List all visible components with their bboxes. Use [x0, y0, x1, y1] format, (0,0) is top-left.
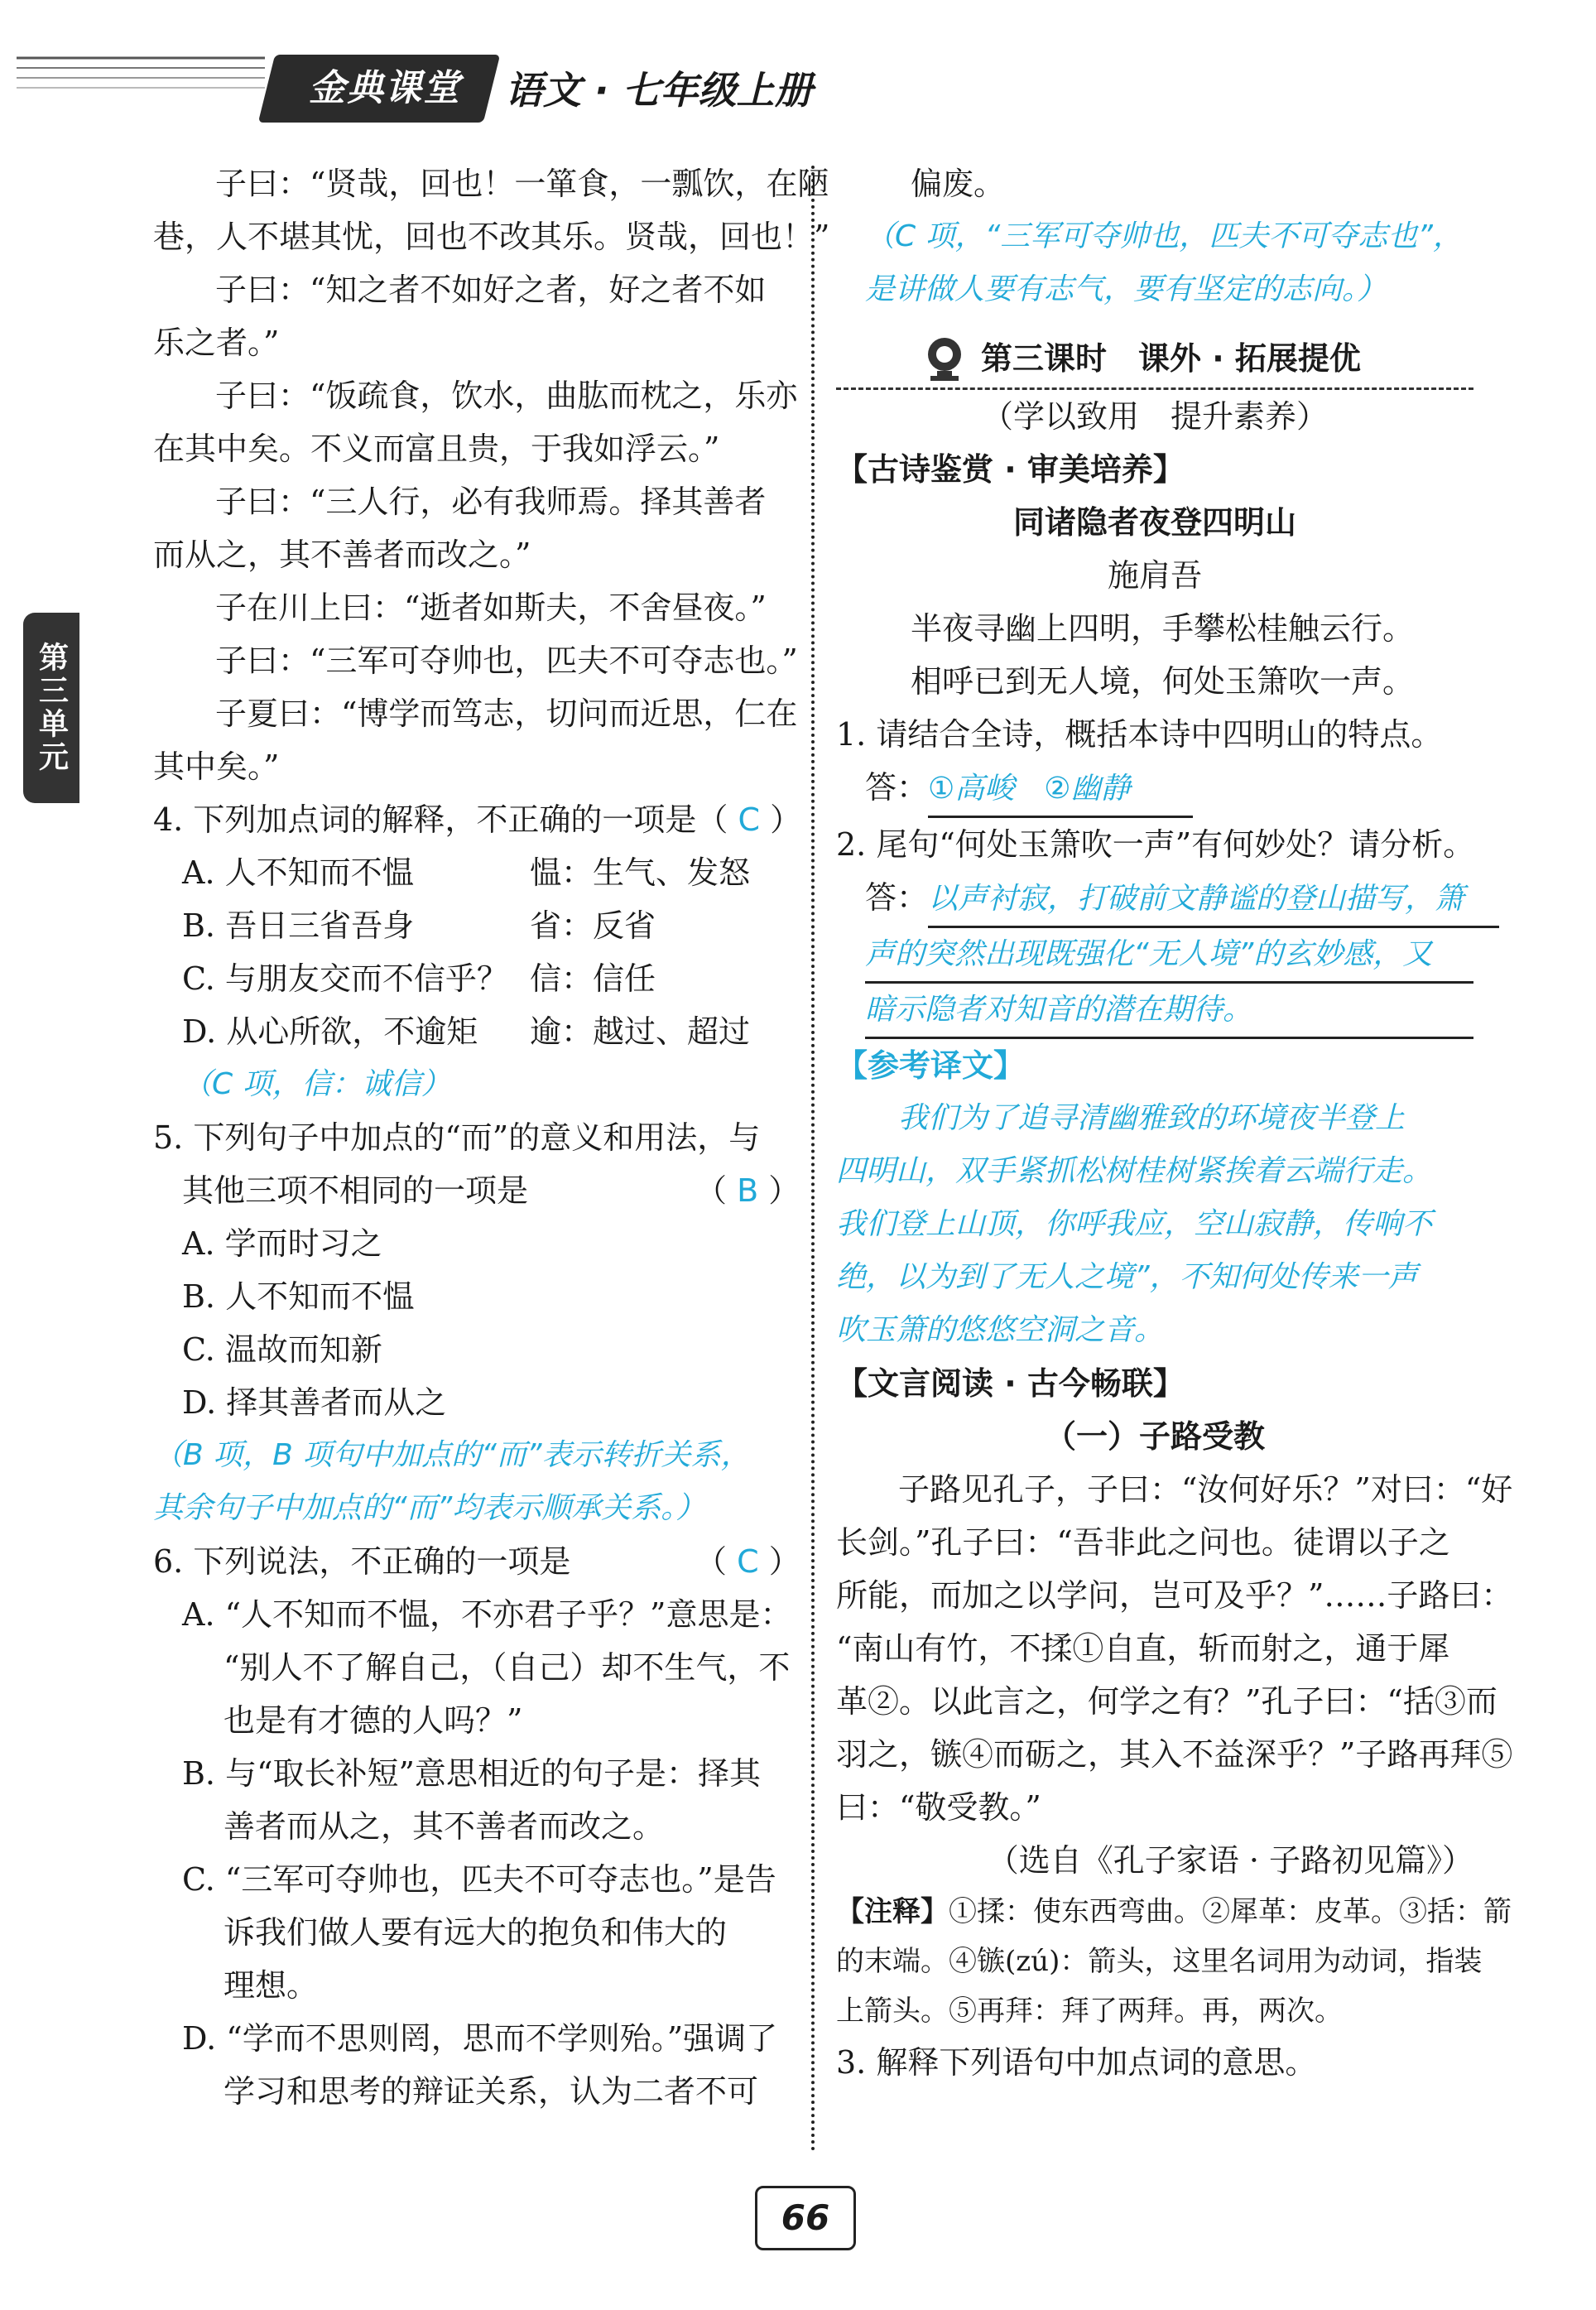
- option-gloss: 信：信任: [530, 960, 656, 997]
- reference-line: 我们登上山顶，你呼我应，空山寂静，传响不: [836, 1207, 1433, 1241]
- poem-question-2: 2. 尾句“何处玉箫吹一声”有何妙处？请分析。: [836, 826, 1475, 863]
- question-4-close: ）: [770, 801, 802, 838]
- answer-text: 以声衬寂，打破前文静谧的登山描写，箫: [928, 873, 1499, 928]
- continued-line: 偏废。: [911, 166, 1006, 202]
- option-row: B. 人不知而不愠: [182, 1278, 415, 1315]
- poem-title: 同诸隐者夜登四明山: [1012, 504, 1296, 541]
- question-4-stem: 4. 下列加点词的解释，不正确的一项是（: [153, 801, 728, 838]
- question-4-answer: C: [738, 801, 760, 838]
- quote-line: 子曰：“贤哉，回也！一箪食，一瓢饮，在陋: [215, 166, 829, 202]
- answer-text: 暗示隐者对知音的潜在期待。: [865, 984, 1473, 1039]
- classical-section-header: 【文言阅读 · 古今畅联】: [836, 1365, 1185, 1402]
- option-text: D. 从心所欲，不逾矩: [182, 1013, 478, 1050]
- option-row: [153, 899, 799, 952]
- option-line: A. “人不知而不愠，不亦君子乎？”意思是：: [182, 1596, 792, 1633]
- classical-line: 羽之，镞④而砺之，其入不益深乎？”子路再拜⑤: [836, 1736, 1513, 1773]
- annotation-line: 上箭头。⑤再拜：拜了两拜。再，两次。: [836, 1995, 1343, 2028]
- quote-line: 巷，人不堪其忧，回也不改其乐。贤哉，回也！”: [153, 219, 830, 255]
- brand-name: 金典课堂: [309, 67, 461, 109]
- paren: ）: [768, 1543, 800, 1580]
- quote-line: 子曰：“饭疏食，饮水，曲肱而枕之，乐亦: [215, 378, 798, 414]
- question-4: [153, 793, 802, 846]
- option-line: 善者而从之，其不善者而改之。: [224, 1808, 665, 1845]
- quote-line: 在其中矣。不义而富且贵，于我如浮云。”: [153, 431, 720, 467]
- classical-line: 子路见孔子，子曰：“汝何好乐？”对曰：“好: [898, 1471, 1513, 1508]
- annotation-line: [836, 1887, 1512, 1937]
- option-row: [153, 952, 799, 1005]
- poem-line: 半夜寻幽上四明，手攀松桂触云行。: [911, 610, 1415, 647]
- classical-line: 长剑。”孔子曰：“吾非此之问也。徒谓以子之: [836, 1524, 1450, 1561]
- option-line: 也是有才德的人吗？”: [224, 1702, 523, 1739]
- unit-side-tab: 第三单元: [23, 613, 79, 803]
- question-5-note: （B 项，B 项句中加点的“而”表示转折关系，: [153, 1438, 751, 1472]
- source-citation: （选自《孔子家语 · 子路初见篇》）: [987, 1842, 1473, 1879]
- option-text: A. 人不知而不愠: [182, 854, 414, 891]
- page-header: [0, 0, 1596, 124]
- option-line: D. “学而不思则罔，思而不学则殆。”强调了: [182, 2020, 778, 2057]
- option-line: “别人不了解自己，（自己）却不生气，不: [224, 1649, 791, 1686]
- reference-line: 四明山，双手紧抓松树桂树紧挨着云端行走。: [836, 1154, 1433, 1188]
- reference-line: 吹玉箫的悠悠空洞之音。: [836, 1313, 1165, 1347]
- option-text: C. 与朋友交而不信乎？: [182, 960, 508, 997]
- option-gloss: 省：反省: [530, 907, 656, 944]
- poem-answer-2: [836, 871, 1482, 928]
- right-column: [836, 157, 1513, 2089]
- classical-line: “南山有竹，不揉①自直，斩而射之，通于犀: [836, 1630, 1450, 1667]
- question-6-note: （C 项，“三军可夺帅也，匹夫不可夺志也”，: [865, 219, 1463, 253]
- classical-line: 革②。以此言之，何学之有？”孔子曰：“括③而: [836, 1683, 1497, 1720]
- poem-line: 相呼已到无人境，何处玉箫吹一声。: [911, 663, 1415, 700]
- header-stripes-icon: [17, 50, 281, 116]
- paren: （: [695, 1172, 728, 1209]
- poem-answer-1: [836, 761, 1482, 818]
- poem-author: 施肩吾: [1107, 557, 1202, 594]
- quote-line: 子曰：“三人行，必有我师焉。择其善者: [215, 484, 767, 520]
- classical-question-3: 3. 解释下列语句中加点词的意思。: [836, 2044, 1317, 2081]
- option-gloss: 逾：越过、超过: [530, 1013, 751, 1050]
- annotation-text: ①揉：使东西弯曲。②犀革：皮革。③括：箭: [949, 1895, 1512, 1928]
- option-line: 理想。: [224, 1967, 319, 2004]
- option-row: A. 学而时习之: [182, 1225, 382, 1262]
- question-6-text: 6. 下列说法，不正确的一项是: [153, 1543, 571, 1580]
- answer-text: 声的突然出现既强化“无人境”的玄妙感，又: [865, 928, 1473, 984]
- option-line: 学习和思考的辩证关系，认为二者不可: [224, 2073, 759, 2110]
- lesson-title: 第三课时 课外 · 拓展提优: [981, 340, 1361, 377]
- quote-line: 子曰：“三军可夺帅也，匹夫不可夺志也。”: [215, 642, 798, 679]
- subject-title: 语文 · 七年级上册: [505, 68, 813, 113]
- classical-line: 所能，而加之以学问，岂可及乎？”……子路曰：: [836, 1577, 1513, 1614]
- question-6-note: 是讲做人要有志气，要有坚定的志向。）: [865, 272, 1387, 306]
- paren: （: [695, 1543, 728, 1580]
- poem-question-1: 1. 请结合全诗，概括本诗中四明山的特点。: [836, 716, 1443, 753]
- paren: ）: [768, 1172, 800, 1209]
- quote-line: 乐之者。”: [153, 325, 280, 361]
- quote-line: 而从之，其不善者而改之。”: [153, 537, 531, 573]
- option-row: C. 温故而知新: [182, 1331, 382, 1368]
- annotation-label: 【注释】: [836, 1895, 949, 1928]
- left-column: [153, 157, 830, 2118]
- option-line: 诉我们做人要有远大的抱负和伟大的: [224, 1914, 728, 1951]
- answer-text: ①高峻 ②幽静: [928, 763, 1193, 818]
- trophy-icon: [919, 334, 970, 383]
- reference-line: 绝，以为到了无人之境”，不知何处传来一声: [836, 1260, 1418, 1294]
- option-row: [153, 1005, 799, 1058]
- annotation-line: 的末端。④镞(zú)：箭头，这里名词用为动词，指装: [836, 1945, 1483, 1978]
- option-row: [153, 846, 799, 899]
- question-5-stem: 5. 下列句子中加点的“而”的意义和用法，与: [153, 1119, 761, 1156]
- quote-line: 子夏曰：“博学而笃志，切问而近思，仁在: [215, 695, 798, 732]
- question-5-answer: B: [737, 1172, 759, 1209]
- reference-line: 我们为了追寻清幽雅致的环境夜半登上: [898, 1101, 1406, 1135]
- option-line: B. 与“取长补短”意思相近的句子是：择其: [182, 1755, 761, 1792]
- question-4-note: （C 项，信：诚信）: [182, 1067, 451, 1101]
- column-divider: [811, 166, 815, 2153]
- classical-line: 曰：“敬受教。”: [836, 1789, 1041, 1826]
- quote-line: 其中矣。”: [153, 748, 280, 785]
- quote-line: 子在川上曰：“逝者如斯夫，不舍昼夜。”: [215, 590, 767, 626]
- question-5-stem-2: [153, 1164, 799, 1217]
- option-text: B. 吾日三省吾身: [182, 907, 415, 944]
- answer-label: 答：: [865, 769, 929, 806]
- lesson-heading: [836, 330, 1482, 387]
- reference-header: 【参考译文】: [836, 1047, 1026, 1084]
- lesson-subtitle: （学以致用 提升素养）: [981, 398, 1328, 435]
- question-6-stem: [153, 1535, 799, 1588]
- option-line: C. “三军可夺帅也，匹夫不可夺志也。”是告: [182, 1861, 776, 1898]
- classical-title: （一）子路受教: [1044, 1418, 1265, 1455]
- option-gloss: 愠：生气、发怒: [530, 854, 751, 891]
- option-row: D. 择其善者而从之: [182, 1384, 447, 1421]
- question-5-note: 其余句子中加点的“而”均表示顺承关系。）: [153, 1491, 706, 1525]
- question-5-text: 其他三项不相同的一项是: [182, 1172, 529, 1209]
- answer-label: 答：: [865, 879, 929, 916]
- question-6-answer: C: [737, 1543, 759, 1580]
- poetry-section-header: 【古诗鉴赏 · 审美培养】: [836, 451, 1185, 488]
- page-number: 66: [755, 2186, 856, 2250]
- quote-line: 子曰：“知之者不如好之者，好之者不如: [215, 272, 767, 308]
